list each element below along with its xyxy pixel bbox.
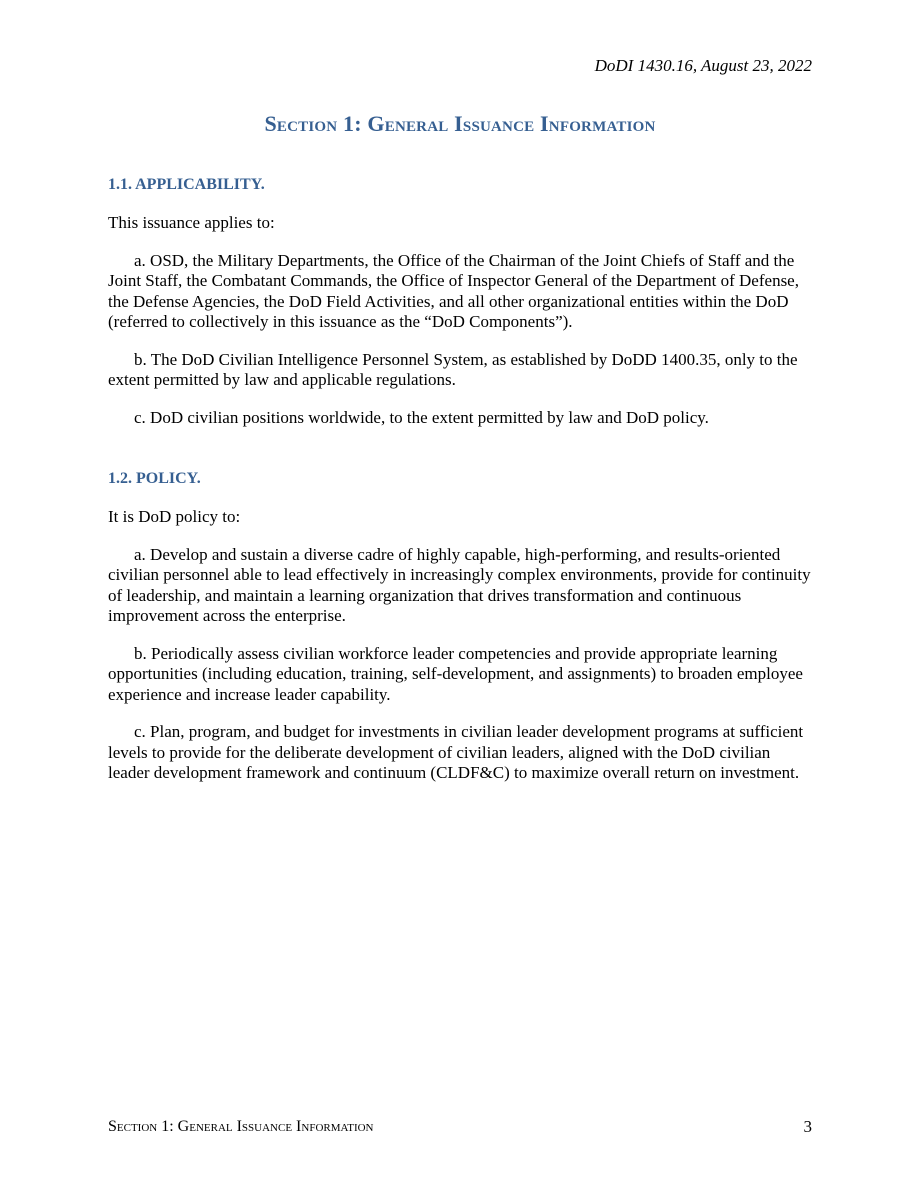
policy-item-c: c. Plan, program, and budget for investments in civilian leader development programs at sufficient levels to provide for the deliberate development of civilian leaders, aligned with the DoD civilian leader development framework and continuum (CLDF&C) to maximize overall return on investment. [108,722,804,782]
policy-item-b: b. Periodically assess civilian workforce leader competencies and provide appropriate learning opportunities (including education, training, self-development, and assignments) to broaden employee experience and increase leader capability. [108,643,803,704]
footer-section-title: Section 1: General Issuance Information [108,1118,374,1135]
document-reference: DoDI 1430.16, August 23, 2022 [594,56,812,75]
applicability-item-a: a. OSD, the Military Departments, the Office of the Chairman of the Joint Chiefs of Staff and the Joint Staff, the Combatant Commands, the Office of Inspector General of the Department of Defense, the Defense Agencies, the DoD Field Activities, and all other organizational entities within the DoD (referred to collectively in this issuance as the “DoD Components”). [108,250,799,331]
applicability-item-c: c. DoD civilian positions worldwide, to the extent permitted by law and DoD policy. [134,407,709,427]
applicability-heading: 1.1. APPLICABILITY. [108,176,265,193]
applicability-intro: This issuance applies to: [108,213,275,232]
section-title: Section 1: General Issuance Information [264,111,656,136]
page-number: 3 [803,1117,812,1136]
policy-intro: It is DoD policy to: [108,507,241,526]
policy-section [108,469,812,784]
applicability-item-b: b. The DoD Civilian Intelligence Personnel System, as established by DoDD 1400.35, only to the extent permitted by law and applicable regulations. [108,349,798,389]
applicability-section [108,175,812,428]
policy-item-a: a. Develop and sustain a diverse cadre of highly capable, high-performing, and results-oriented civilian personnel able to lead effectively in increasingly complex environments, provide for continuity of leadership, and maintain a learning organization that drives transformation and continuous improvement across the enterprise. [108,544,811,625]
policy-heading: 1.2. POLICY. [108,470,201,487]
